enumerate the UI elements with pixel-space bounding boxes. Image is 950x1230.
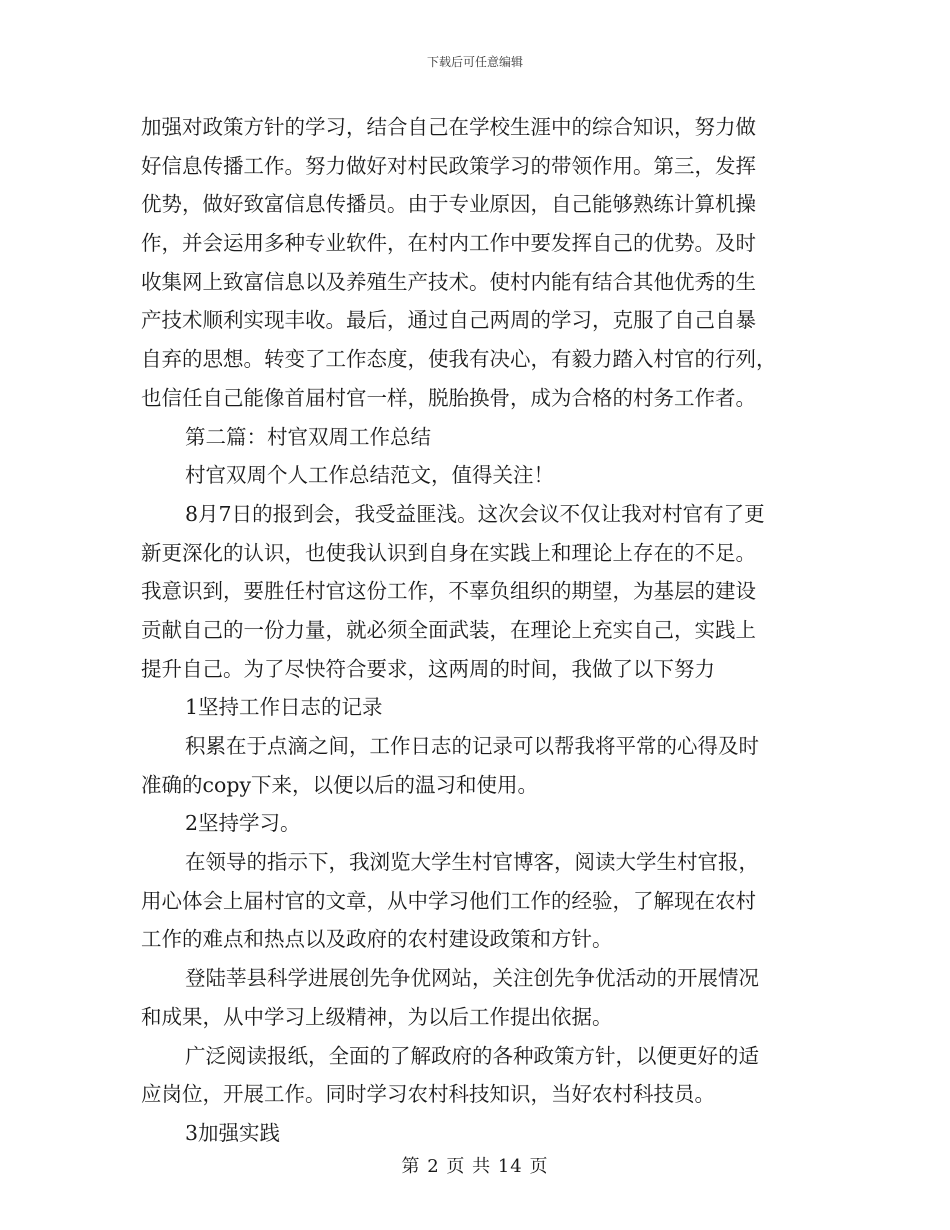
text-line: 3加强实践 (185, 1120, 281, 1145)
text-line: 提升自己。为了尽快符合要求，这两周的时间，我做了以下努力 (141, 656, 715, 681)
text-line: 作，并会运用多种专业软件，在村内工作中要发挥自己的优势。及时 (141, 231, 756, 256)
text-line: 用心体会上届村官的文章，从中学习他们工作的经验，了解现在农村 (141, 888, 756, 913)
text-line: 第二篇：村官双周工作总结 (185, 424, 431, 449)
text-line: 准确的copy下来，以便以后的温习和使用。 (141, 772, 539, 797)
text-line: 收集网上致富信息以及养殖生产技术。使村内能有结合其他优秀的生 (141, 269, 756, 294)
page-header: 下载后可任意编辑 (426, 55, 523, 69)
text-line: 广泛阅读报纸，全面的了解政府的各种政策方针，以便更好的适 (185, 1043, 759, 1068)
text-line: 也信任自己能像首届村官一样，脱胎换骨，成为合格的村务工作者。 (141, 385, 756, 410)
text-line: 加强对政策方针的学习，结合自己在学校生涯中的综合知识，努力做 (141, 115, 756, 139)
page-number-footer: 第 2 页 共 14 页 (401, 1156, 549, 1177)
text-line: 积累在于点滴之间，工作日志的记录可以帮我将平常的心得及时 (185, 734, 759, 758)
text-line: 登陆莘县科学进展创先争优网站，关注创先争优活动的开展情况 (185, 966, 759, 991)
text-line: 自弃的思想。转变了工作态度，使我有决心，有毅力踏入村官的行列， (141, 347, 777, 372)
text-line: 村官双周个人工作总结范文，值得关注！ (185, 463, 554, 488)
text-line: 新更深化的认识，也使我认识到自身在实践上和理论上存在的不足。 (141, 540, 756, 565)
text-line: 1坚持工作日志的记录 (185, 695, 383, 720)
text-line: 产技术顺利实现丰收。最后，通过自己两周的学习，克服了自己自暴 (141, 308, 756, 333)
text-line: 8月7日的报到会，我受益匪浅。这次会议不仅让我对村官有了更 (185, 501, 765, 526)
text-line: 优势，做好致富信息传播员。由于专业原因，自己能够熟练计算机操 (141, 192, 756, 217)
text-line: 贡献自己的一份力量，就必须全面武装，在理论上充实自己，实践上 (141, 617, 756, 642)
text-line: 和成果，从中学习上级精神，为以后工作提出依据。 (141, 1004, 613, 1029)
text-line: 我意识到，要胜任村官这份工作，不辜负组织的期望，为基层的建设 (141, 579, 756, 604)
text-line: 工作的难点和热点以及政府的农村建设政策和方针。 (141, 927, 613, 952)
text-line: 应岗位，开展工作。同时学习农村科技知识，当好农村科技员。 (141, 1082, 715, 1107)
document-body (141, 108, 813, 1153)
text-line: 好信息传播工作。努力做好对村民政策学习的带领作用。第三，发挥 (141, 153, 756, 178)
text-line: 2坚持学习。 (185, 811, 301, 836)
text-line: 在领导的指示下，我浏览大学生村官博客，阅读大学生村官报， (185, 850, 759, 875)
